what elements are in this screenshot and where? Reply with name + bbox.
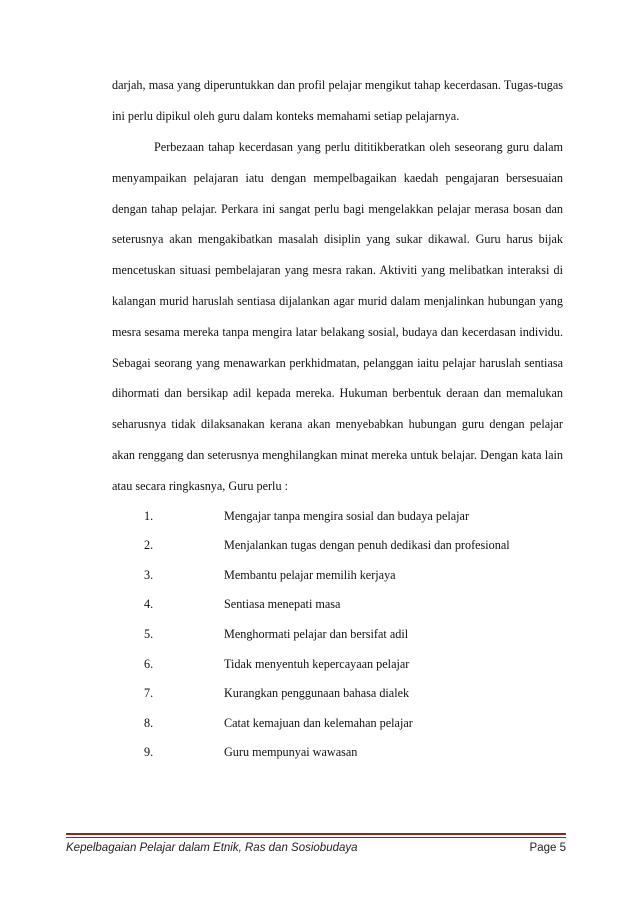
list-item	[112, 620, 563, 650]
list-text: Catat kemajuan dan kelemahan pelajar	[224, 715, 413, 730]
list-item	[112, 679, 563, 709]
page-number: Page 5	[529, 842, 566, 854]
list-text: Membantu pelajar memilih kerjaya	[224, 567, 396, 582]
footer-title: Kepelbagaian Pelajar dalam Etnik, Ras dan Sosiobudaya	[66, 842, 358, 854]
list-text: Sentiasa menepati masa	[224, 597, 341, 612]
list-text: Menjalankan tugas dengan penuh dedikasi dan profesional	[224, 538, 510, 553]
list-item	[112, 590, 563, 620]
list-text: Mengajar tanpa mengira sosial dan budaya pelajar	[224, 508, 470, 523]
list-text: Tidak menyentuh kepercayaan pelajar	[224, 656, 410, 671]
list-item	[112, 650, 563, 680]
list-number: 1.	[144, 508, 154, 523]
numbered-list	[112, 502, 563, 768]
page-footer	[66, 842, 566, 858]
list-number: 9.	[144, 745, 154, 760]
document-body	[112, 70, 563, 768]
list-number: 2.	[144, 538, 154, 553]
list-number: 8.	[144, 715, 154, 730]
list-item	[112, 502, 563, 532]
list-text: Guru mempunyai wawasan	[224, 745, 358, 760]
list-number: 4.	[144, 597, 154, 612]
list-number: 3.	[144, 567, 154, 582]
paragraph-continuation: darjah, masa yang diperuntukkan dan profil pelajar mengikut tahap kecerdasan. Tugas-tugas ini perlu dipikul oleh guru dalam konteks memahami setiap pelajarnya.	[112, 78, 563, 123]
list-number: 7.	[144, 686, 154, 701]
list-text: Menghormati pelajar dan bersifat adil	[224, 626, 409, 641]
paragraph-main: Perbezaan tahap kecerdasan yang perlu dititikberatkan oleh seseorang guru dalam menyampaikan pelajaran iatu dengan mempelbagaikan kaedah pengajaran bersesuaian dengan tahap pelajar. Perkara ini sangat perlu bagi mengelakkan pelajar merasa bosan dan seterusnya akan mengakibatkan masalah disiplin yang sukar dikawal. Guru harus bijak mencetuskan situasi pembelajaran yang mesra rakan. Aktiviti yang melibatkan interaksi di kalangan murid haruslah sentiasa dijalankan agar murid dalam menjalinkan hubungan yang mesra sesama mereka tanpa mengira latar belakang sosial, budaya dan kecerdasan individu. Sebagai seorang yang menawarkan perkhidmatan, pelanggan iaitu pelajar haruslah sentiasa dihormati dan bersikap adil kepada mereka. Hukuman berbentuk deraan dan memalukan seharusnya tidak dilaksanakan kerana akan menyebabkan hubungan guru dengan pelajar akan renggang dan seterusnya menghilangkan minat mereka untuk belajar. Dengan kata lain atau secara ringkasnya, Guru perlu :	[112, 140, 563, 493]
list-number: 5.	[144, 626, 154, 641]
list-item	[112, 531, 563, 561]
list-text: Kurangkan penggunaan bahasa dialek	[224, 686, 410, 701]
list-item	[112, 738, 563, 768]
list-item	[112, 561, 563, 591]
footer-rule	[66, 833, 566, 835]
list-number: 6.	[144, 656, 154, 671]
list-item	[112, 709, 563, 739]
footer-rule-thin	[66, 837, 566, 838]
